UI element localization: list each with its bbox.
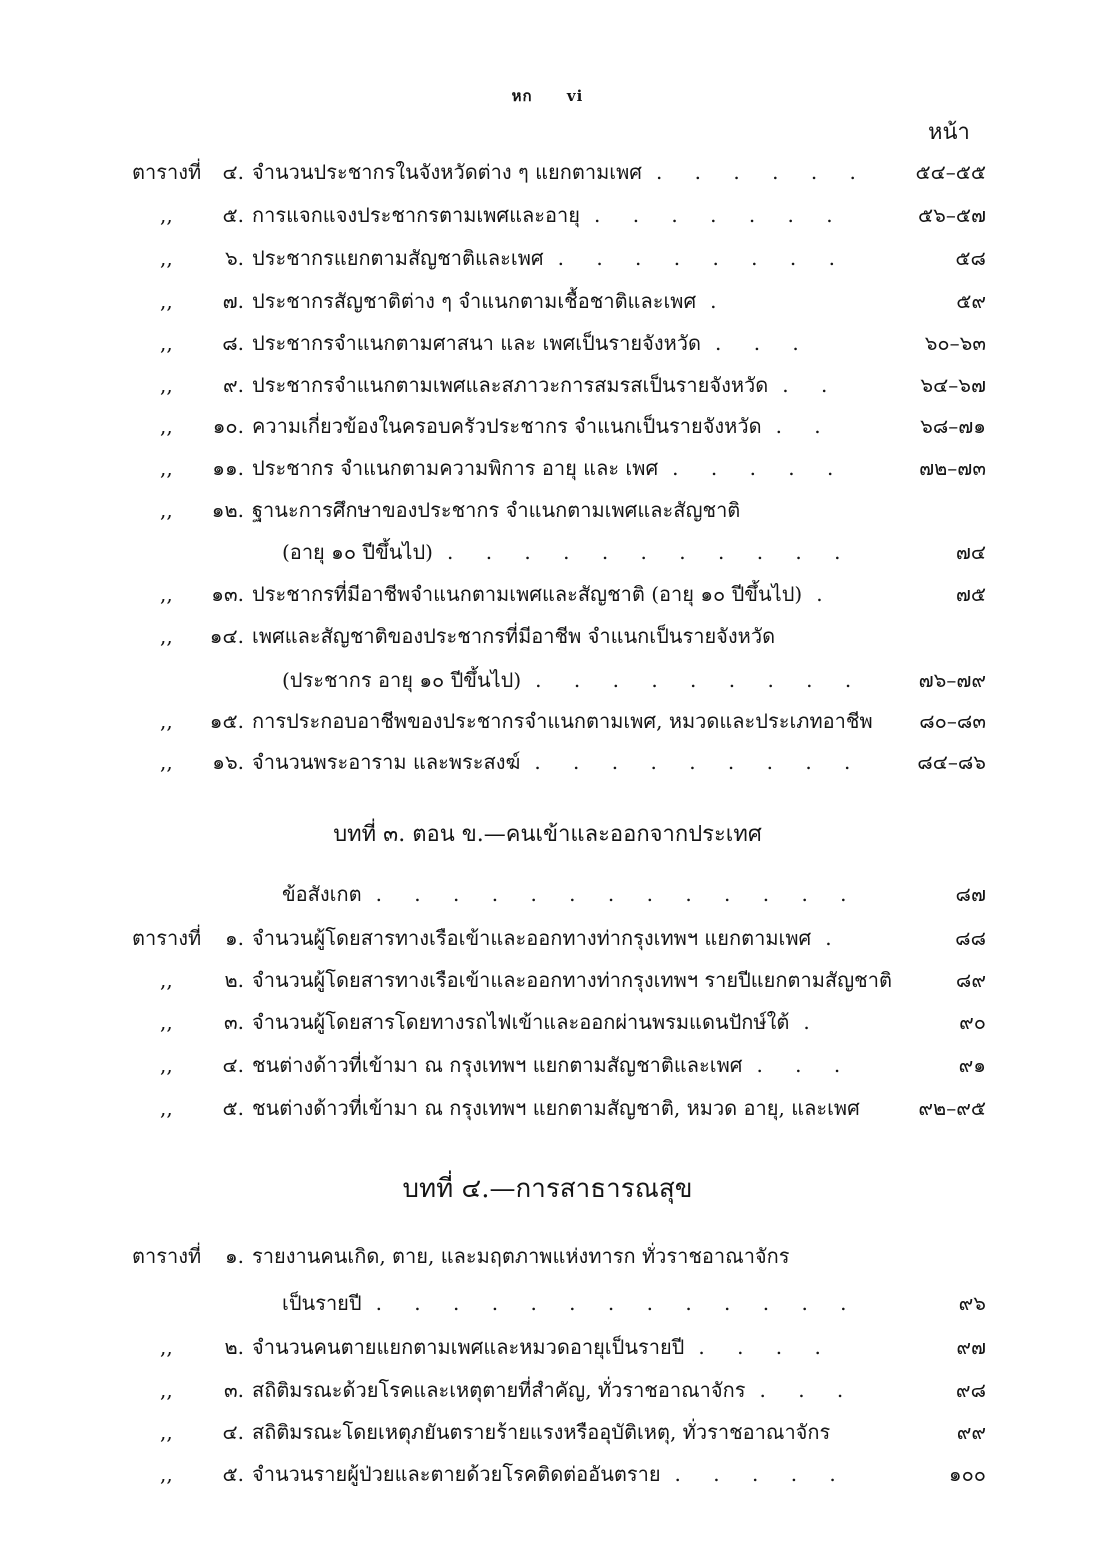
toc-entry xyxy=(0,409,1095,443)
entry-page: ๑๐๐ xyxy=(948,1462,986,1486)
entry-title: ความเกี่ยวข้องในครอบครัวประชากร จำแนกเป็นรายจังหวัด xyxy=(252,414,762,438)
entry-lead: ,, xyxy=(160,414,173,438)
entry-page: ๙๗ xyxy=(956,1335,986,1359)
entry-title: ประชากร จำแนกตามความพิการ อายุ และ เพศ xyxy=(252,456,659,480)
entry-title: ชนต่างด้าวที่เข้ามา ณ กรุงเทพฯ แยกตามสัญชาติและเพศ xyxy=(252,1053,743,1077)
entry-lead: ,, xyxy=(160,709,173,733)
entry-page: ๗๕ xyxy=(955,582,986,606)
toc-entry xyxy=(0,1091,1095,1125)
entry-page: ๗๒–๗๓ xyxy=(919,456,986,480)
entry-title: ประชากรสัญชาติต่าง ๆ จำแนกตามเชื้อชาติและเพศ xyxy=(252,289,697,313)
toc-entry xyxy=(0,619,1095,653)
entry-page: ๕๙ xyxy=(956,289,986,313)
entry-number: ๑๐. xyxy=(212,414,244,438)
entry-page: ๕๖–๕๗ xyxy=(917,203,986,227)
entry-lead: ,, xyxy=(160,1462,173,1486)
entry-lead: ตารางที่ xyxy=(132,160,202,184)
entry-number: ๔. xyxy=(222,160,244,184)
entry-title: (อายุ ๑๐ ปีขึ้นไป) xyxy=(282,540,433,564)
toc-entry xyxy=(0,704,1095,738)
toc-entry xyxy=(0,963,1095,997)
entry-title: ประชากรที่มีอาชีพจำแนกตามเพศและสัญชาติ (อายุ ๑๐ ปีขึ้นไป) xyxy=(252,582,803,606)
toc-entry xyxy=(0,1239,1095,1273)
entry-title: จำนวนผู้โดยสารโดยทางรถไฟเข้าและออกผ่านพรมแดนปักษ์ใต้ xyxy=(252,1010,790,1034)
entry-title: การแจกแจงประชากรตามเพศและอายุ xyxy=(252,203,580,227)
entry-page: ๙๒–๙๕ xyxy=(918,1096,986,1120)
entry-number: ๒. xyxy=(224,1335,244,1359)
entry-lead: ตารางที่ xyxy=(132,1244,202,1268)
toc-entry xyxy=(0,451,1095,485)
leader-dots: . xyxy=(816,582,836,606)
entry-number: ๑๑. xyxy=(212,456,244,480)
entry-page: ๗๖–๗๙ xyxy=(918,668,986,692)
leader-dots: . . . xyxy=(756,1053,854,1077)
toc-entry xyxy=(0,326,1095,360)
leader-dots: . . . . . . . . xyxy=(557,246,848,270)
page-column-label: หน้า xyxy=(928,120,970,145)
entry-page: ๖๐–๖๓ xyxy=(924,331,986,355)
entry-page: ๘๐–๘๓ xyxy=(919,709,986,733)
entry-lead: ,, xyxy=(160,1420,173,1444)
page-header xyxy=(0,84,1095,108)
page-number-thai: หก xyxy=(511,87,533,105)
entry-page: ๖๘–๗๑ xyxy=(920,414,986,438)
entry-lead: ,, xyxy=(160,498,173,522)
entry-page: ๙๐ xyxy=(959,1010,986,1034)
toc-entry xyxy=(0,1373,1095,1407)
entry-title: จำนวนรายผู้ป่วยและตายด้วยโรคติดต่ออันตราย xyxy=(252,1462,661,1486)
entry-page: ๙๘ xyxy=(955,1378,986,1402)
entry-page: ๙๙ xyxy=(956,1420,986,1444)
chapter-heading: บทที่ ๔.—การสาธารณสุข xyxy=(402,1174,693,1204)
entry-number: ๑๓. xyxy=(211,582,244,606)
toc-entry xyxy=(0,663,1095,697)
chapter-heading: บทที่ ๓. ตอน ข.—คนเข้าและออกจากประเทศ xyxy=(333,822,762,847)
entry-page: ๕๘ xyxy=(955,246,986,270)
leader-dots: . . . . . . . . . . . xyxy=(446,540,854,564)
entry-page: ๙๖ xyxy=(958,1291,986,1315)
entry-number: ๖. xyxy=(224,246,244,270)
toc-entry xyxy=(0,1415,1095,1449)
toc-entry xyxy=(0,1286,1095,1320)
toc-entry xyxy=(0,1457,1095,1491)
page-number-roman: vi xyxy=(566,87,584,105)
leader-dots: . . xyxy=(775,414,834,438)
entry-lead: ,, xyxy=(160,1335,173,1359)
toc-entry xyxy=(0,577,1095,611)
entry-number: ๑๔. xyxy=(209,624,244,648)
entry-number: ๙. xyxy=(222,373,244,397)
entry-lead: ตารางที่ xyxy=(132,926,202,950)
entry-title: จำนวนประชากรในจังหวัดต่าง ๆ แยกตามเพศ xyxy=(252,160,642,184)
toc-entry xyxy=(0,1005,1095,1039)
leader-dots: . . . . . . . . . xyxy=(535,668,865,692)
entry-lead: ,, xyxy=(160,203,173,227)
entry-page: ๘๗ xyxy=(955,882,986,906)
leader-dots: . xyxy=(825,926,845,950)
entry-number: ๘. xyxy=(222,331,244,355)
entry-number: ๒. xyxy=(224,968,244,992)
toc-entry xyxy=(0,284,1095,318)
entry-lead: ,, xyxy=(160,1053,173,1077)
entry-lead: ,, xyxy=(160,624,173,648)
entry-number: ๑๖. xyxy=(212,750,244,774)
leader-dots: . . . . . . . xyxy=(593,203,846,227)
entry-lead: ,, xyxy=(160,1010,173,1034)
entry-title: จำนวนผู้โดยสารทางเรือเข้าและออกทางท่ากรุงเทพฯ แยกตามเพศ xyxy=(252,926,812,950)
entry-lead: ,, xyxy=(160,582,173,606)
entry-number: ๕. xyxy=(222,203,244,227)
leader-dots: . . xyxy=(782,373,841,397)
entry-page: ๗๔ xyxy=(955,540,986,564)
entry-number: ๑๕. xyxy=(209,709,244,733)
leader-dots: . xyxy=(803,1010,823,1034)
toc-entry xyxy=(0,368,1095,402)
entry-number: ๑. xyxy=(224,926,244,950)
entry-title: (ประชากร อายุ ๑๐ ปีขึ้นไป) xyxy=(282,668,522,692)
entry-lead: ,, xyxy=(160,246,173,270)
toc-entry xyxy=(0,493,1095,527)
entry-lead: ,, xyxy=(160,750,173,774)
leader-dots: . . . . . . . . . . . . . xyxy=(375,882,860,906)
toc-entry xyxy=(0,1330,1095,1364)
entry-number: ๔. xyxy=(222,1053,244,1077)
entry-title: จำนวนผู้โดยสารทางเรือเข้าและออกทางท่ากรุงเทพฯ รายปีแยกตามสัญชาติ xyxy=(252,968,892,992)
entry-page: ๘๘ xyxy=(955,926,986,950)
entry-number: ๕. xyxy=(222,1462,244,1486)
leader-dots: . . . . . xyxy=(672,456,847,480)
entry-number: ๓. xyxy=(223,1378,244,1402)
leader-dots: . . . . xyxy=(698,1335,834,1359)
entry-page: ๖๔–๖๗ xyxy=(920,373,986,397)
entry-page: ๘๔–๘๖ xyxy=(917,750,986,774)
leader-dots: . . . . . . xyxy=(655,160,869,184)
entry-lead: ,, xyxy=(160,373,173,397)
leader-dots: . xyxy=(710,289,730,313)
entry-title: ประชากรจำแนกตามเพศและสภาวะการสมรสเป็นรายจังหวัด xyxy=(252,373,769,397)
entry-title: ประชากรแยกตามสัญชาติและเพศ xyxy=(252,246,544,270)
leader-dots: . . . . . . . . . xyxy=(534,750,864,774)
entry-number: ๑. xyxy=(224,1244,244,1268)
entry-title: สถิติมรณะโดยเหตุภยันตรายร้ายแรงหรืออุบัติเหตุ, ทั่วราชอาณาจักร xyxy=(252,1420,831,1444)
entry-title: ชนต่างด้าวที่เข้ามา ณ กรุงเทพฯ แยกตามสัญชาติ, หมวด อายุ, และเพศ xyxy=(252,1096,860,1120)
leader-dots: . . . xyxy=(759,1378,857,1402)
toc-entry xyxy=(0,535,1095,569)
entry-lead: ,, xyxy=(160,331,173,355)
entry-lead: ,, xyxy=(160,1096,173,1120)
toc-entry xyxy=(0,198,1095,232)
entry-title: จำนวนคนตายแยกตามเพศและหมวดอายุเป็นรายปี xyxy=(252,1335,685,1359)
entry-page: ๙๑ xyxy=(958,1053,986,1077)
entry-page: ๕๔–๕๕ xyxy=(915,160,986,184)
leader-dots: . . . . . xyxy=(674,1462,849,1486)
toc-entry xyxy=(0,877,1095,911)
entry-number: ๗. xyxy=(222,289,244,313)
entry-number: ๓. xyxy=(223,1010,244,1034)
entry-title: ฐานะการศึกษาของประชากร จำแนกตามเพศและสัญชาติ xyxy=(252,498,741,522)
toc-entry xyxy=(0,241,1095,275)
entry-number: ๕. xyxy=(222,1096,244,1120)
toc-entry xyxy=(0,921,1095,955)
entry-lead: ,, xyxy=(160,456,173,480)
toc-entry xyxy=(0,1048,1095,1082)
entry-title: เป็นรายปี xyxy=(282,1291,362,1315)
entry-number: ๑๒. xyxy=(211,498,244,522)
toc-entry xyxy=(0,155,1095,189)
entry-page: ๘๙ xyxy=(955,968,986,992)
toc-entry xyxy=(0,745,1095,779)
entry-title: ประชากรจำแนกตามศาสนา และ เพศเป็นรายจังหวัด xyxy=(252,331,701,355)
entry-title: สถิติมรณะด้วยโรคและเหตุตายที่สำคัญ, ทั่วราชอาณาจักร xyxy=(252,1378,746,1402)
entry-lead: ,, xyxy=(160,289,173,313)
leader-dots: . . . . . . . . . . . . . xyxy=(375,1291,860,1315)
entry-title: รายงานคนเกิด, ตาย, และมฤตภาพแห่งทารก ทั่วราชอาณาจักร xyxy=(252,1244,790,1268)
entry-lead: ,, xyxy=(160,968,173,992)
entry-number: ๔. xyxy=(222,1420,244,1444)
entry-lead: ,, xyxy=(160,1378,173,1402)
entry-title: เพศและสัญชาติของประชากรที่มีอาชีพ จำแนกเป็นรายจังหวัด xyxy=(252,624,776,648)
entry-title: การประกอบอาชีพของประชากรจำแนกตามเพศ, หมวดและประเภทอาชีพ xyxy=(252,709,873,733)
leader-dots: . . . xyxy=(715,331,812,355)
entry-title: ข้อสังเกต xyxy=(282,882,362,906)
entry-title: จำนวนพระอาราม และพระสงฆ์ xyxy=(252,750,521,774)
